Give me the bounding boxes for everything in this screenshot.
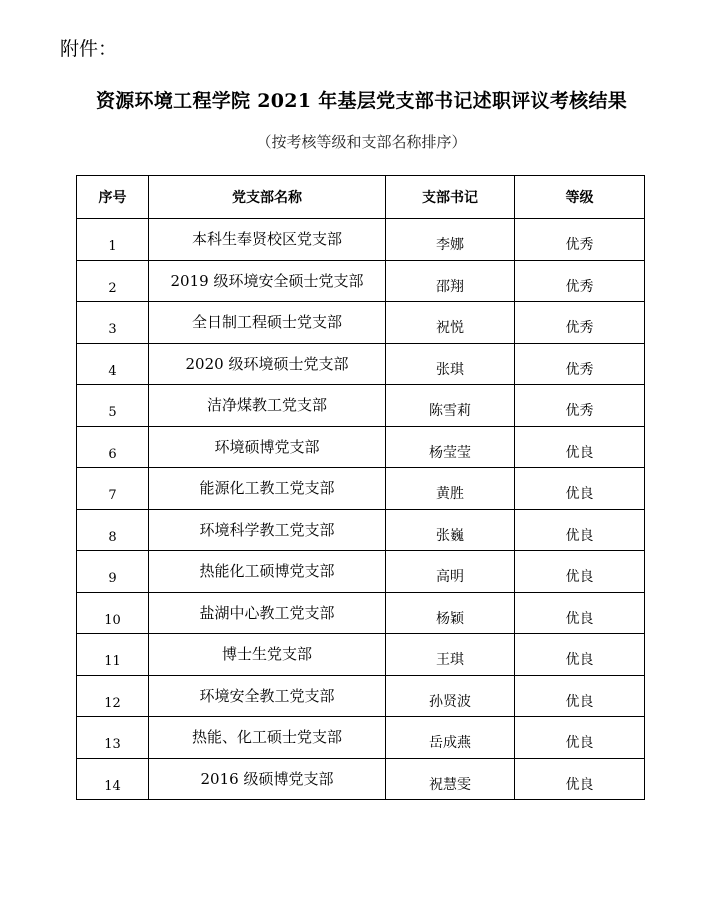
branch-name: 能源化工教工党支部 [199, 479, 335, 498]
grade-value-cell [515, 509, 645, 551]
row-number: 4 [108, 363, 117, 379]
grade-value: 优良 [565, 776, 594, 793]
secretary-name: 黄胜 [436, 486, 464, 503]
branch-name: 2019 级环境安全硕士党支部 [170, 271, 364, 290]
secretary-name-cell [386, 551, 515, 593]
secretary-name: 高明 [436, 569, 464, 586]
grade-value: 优良 [565, 444, 594, 461]
row-number-cell [77, 758, 149, 800]
grade-value-cell [515, 717, 645, 759]
header-branch-name: 党支部名称 [149, 176, 386, 219]
grade-value: 优秀 [565, 320, 594, 337]
secretary-name: 杨莹莹 [429, 444, 471, 461]
secretary-name-cell [386, 260, 515, 302]
row-number: 7 [108, 488, 117, 504]
branch-name-cell [149, 385, 386, 427]
table-row [77, 717, 645, 759]
document-title: 资源环境工程学院 2021 年基层党支部书记述职评议考核结果 [95, 90, 628, 112]
grade-value: 优秀 [565, 403, 594, 420]
row-number-cell [77, 592, 149, 634]
grade-value: 优良 [565, 735, 594, 752]
branch-name-cell [149, 343, 386, 385]
row-number-cell [77, 426, 149, 468]
grade-value: 优良 [565, 693, 594, 710]
header-secretary: 支部书记 [386, 176, 515, 219]
grade-value-cell [515, 343, 645, 385]
row-number: 2 [108, 280, 117, 296]
branch-name: 环境安全教工党支部 [199, 686, 335, 705]
branch-name: 本科生奉贤校区党支部 [191, 230, 342, 249]
branch-name: 博士生党支部 [221, 645, 312, 664]
secretary-name-cell [386, 219, 515, 261]
secretary-name-cell [386, 426, 515, 468]
table-row [77, 551, 645, 593]
secretary-name-cell [386, 675, 515, 717]
row-number-cell [77, 302, 149, 344]
row-number: 10 [104, 612, 121, 628]
branch-name-cell [149, 219, 386, 261]
secretary-name: 杨颖 [436, 610, 464, 627]
secretary-name: 王琪 [436, 652, 464, 669]
secretary-name: 陈雪莉 [429, 403, 471, 420]
grade-value-cell [515, 468, 645, 510]
branch-name: 洁净煤教工党支部 [206, 396, 327, 415]
branch-name-cell [149, 551, 386, 593]
branch-name-cell [149, 468, 386, 510]
grade-value: 优秀 [565, 278, 594, 295]
branch-name: 热能、化工硕士党支部 [191, 728, 342, 747]
row-number: 12 [104, 695, 121, 711]
grade-value-cell [515, 219, 645, 261]
grade-value-cell [515, 385, 645, 427]
table-row [77, 385, 645, 427]
grade-value-cell [515, 758, 645, 800]
secretary-name: 邵翔 [436, 278, 464, 295]
table-row [77, 302, 645, 344]
table-row [77, 468, 645, 510]
row-number-cell [77, 634, 149, 676]
secretary-name-cell [386, 468, 515, 510]
branch-name-cell [149, 758, 386, 800]
secretary-name: 张巍 [436, 527, 464, 544]
row-number-cell [77, 219, 149, 261]
branch-name-cell [149, 634, 386, 676]
grade-value: 优良 [565, 569, 594, 586]
row-number: 6 [108, 446, 117, 462]
grade-value-cell [515, 592, 645, 634]
branch-name-cell [149, 717, 386, 759]
secretary-name: 祝悦 [436, 320, 464, 337]
secretary-name-cell [386, 758, 515, 800]
results-table [76, 175, 645, 800]
table-row [77, 758, 645, 800]
secretary-name-cell [386, 717, 515, 759]
grade-value: 优秀 [565, 237, 594, 254]
grade-value: 优良 [565, 527, 594, 544]
secretary-name: 孙贤波 [429, 693, 471, 710]
secretary-name-cell [386, 302, 515, 344]
table-row [77, 219, 645, 261]
secretary-name-cell [386, 509, 515, 551]
table-row [77, 343, 645, 385]
branch-name: 2016 级硕博党支部 [200, 769, 334, 788]
secretary-name-cell [386, 385, 515, 427]
secretary-name-cell [386, 634, 515, 676]
row-number: 11 [104, 654, 121, 670]
branch-name: 2020 级环境硕士党支部 [185, 354, 349, 373]
grade-value: 优秀 [565, 361, 594, 378]
row-number: 9 [108, 571, 117, 587]
branch-name-cell [149, 260, 386, 302]
branch-name-cell [149, 509, 386, 551]
attachment-label: 附件： [60, 38, 118, 60]
grade-value-cell [515, 675, 645, 717]
branch-name: 热能化工硕博党支部 [199, 562, 335, 581]
row-number-cell [77, 509, 149, 551]
table-header-row [77, 176, 645, 219]
branch-name-cell [149, 592, 386, 634]
grade-value: 优良 [565, 610, 594, 627]
branch-name: 全日制工程硕士党支部 [191, 313, 342, 332]
grade-value: 优良 [565, 486, 594, 503]
row-number-cell [77, 468, 149, 510]
row-number: 5 [108, 405, 117, 421]
branch-name-cell [149, 675, 386, 717]
table-row [77, 675, 645, 717]
document-subtitle: （按考核等级和支部名称排序） [256, 133, 467, 151]
secretary-name: 岳成燕 [429, 735, 471, 752]
row-number-cell [77, 343, 149, 385]
branch-name-cell [149, 302, 386, 344]
grade-value-cell [515, 634, 645, 676]
row-number-cell [77, 675, 149, 717]
row-number: 13 [104, 737, 121, 753]
table-row [77, 634, 645, 676]
table-row [77, 426, 645, 468]
grade-value-cell [515, 302, 645, 344]
table-row [77, 260, 645, 302]
row-number-cell [77, 260, 149, 302]
secretary-name: 李娜 [436, 237, 464, 254]
grade-value-cell [515, 426, 645, 468]
row-number: 3 [108, 322, 117, 338]
branch-name: 环境科学教工党支部 [199, 520, 335, 539]
branch-name: 环境硕博党支部 [214, 437, 320, 456]
row-number-cell [77, 551, 149, 593]
grade-value-cell [515, 551, 645, 593]
row-number: 14 [104, 778, 121, 794]
table-row [77, 509, 645, 551]
branch-name-cell [149, 426, 386, 468]
row-number: 8 [108, 529, 117, 545]
header-number: 序号 [77, 176, 149, 219]
grade-value: 优良 [565, 652, 594, 669]
secretary-name: 祝慧雯 [429, 776, 471, 793]
row-number-cell [77, 385, 149, 427]
secretary-name-cell [386, 592, 515, 634]
secretary-name-cell [386, 343, 515, 385]
grade-value-cell [515, 260, 645, 302]
header-grade: 等级 [515, 176, 645, 219]
secretary-name: 张琪 [436, 361, 464, 378]
table-row [77, 592, 645, 634]
row-number-cell [77, 717, 149, 759]
branch-name: 盐湖中心教工党支部 [199, 603, 335, 622]
row-number: 1 [108, 239, 117, 255]
